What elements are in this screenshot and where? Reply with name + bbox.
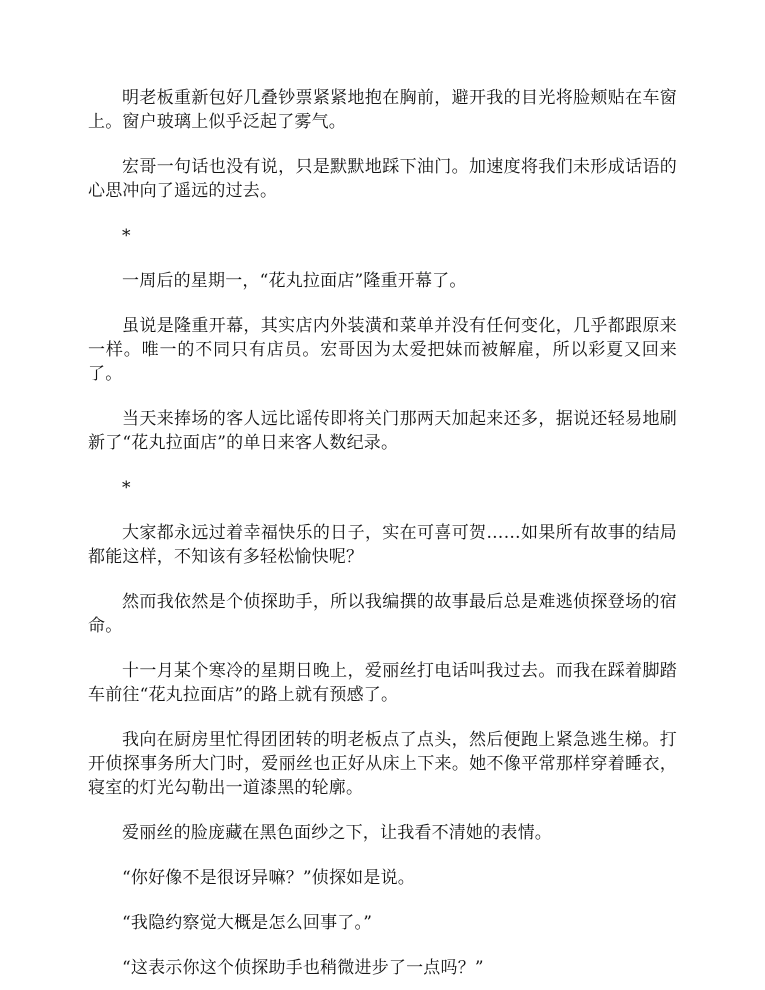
dialogue-line: “你好像不是很讶异嘛？”侦探如是说。 xyxy=(122,868,415,888)
paragraph: 宏哥一句话也没有说，只是默默地踩下油门。加速度将我们未形成话语的心思冲向了遥远的过去。 xyxy=(88,157,677,201)
paragraph: 当天来捧场的客人远比谣传即将关门那两天加起来还多，据说还轻易地刷新了“花丸拉面店”的单日来客人数纪录。 xyxy=(88,409,677,453)
paragraph: 大家都永远过着幸福快乐的日子，实在可喜可贺……如果所有故事的结局都能这样，不知该有多轻松愉快呢？ xyxy=(88,523,677,567)
dialogue-line: “我隐约察觉大概是怎么回事了。” xyxy=(122,913,373,933)
paragraph: 十一月某个寒冷的星期日晚上，爱丽丝打电话叫我过去。而我在踩着脚踏车前往“花丸拉面店”的路上就有预感了。 xyxy=(88,661,677,705)
scene-break: * xyxy=(122,226,131,246)
paragraph: 然而我依然是个侦探助手，所以我编撰的故事最后总是难逃侦探登场的宿命。 xyxy=(88,592,677,636)
paragraph: 明老板重新包好几叠钞票紧紧地抱在胸前，避开我的目光将脸颊贴在车窗上。窗户玻璃上似乎泛起了雾气。 xyxy=(88,88,677,132)
scene-break: * xyxy=(122,478,131,498)
paragraph: 爱丽丝的脸庞藏在黑色面纱之下，让我看不清她的表情。 xyxy=(122,823,552,843)
paragraph: 虽说是隆重开幕，其实店内外装潢和菜单并没有任何变化，几乎都跟原来一样。唯一的不同只有店员。宏哥因为太爱把妹而被解雇，所以彩夏又回来了。 xyxy=(88,316,677,384)
paragraph: 一周后的星期一，“花丸拉面店”隆重开幕了。 xyxy=(122,271,467,291)
dialogue-line: “这表示你这个侦探助手也稍微进步了一点吗？” xyxy=(122,958,484,978)
paragraph: 我向在厨房里忙得团团转的明老板点了点头，然后便跑上紧急逃生梯。打开侦探事务所大门时，爱丽丝也正好从床上下来。她不像平常那样穿着睡衣，寝室的灯光勾勒出一道漆黑的轮廓。 xyxy=(88,730,677,798)
